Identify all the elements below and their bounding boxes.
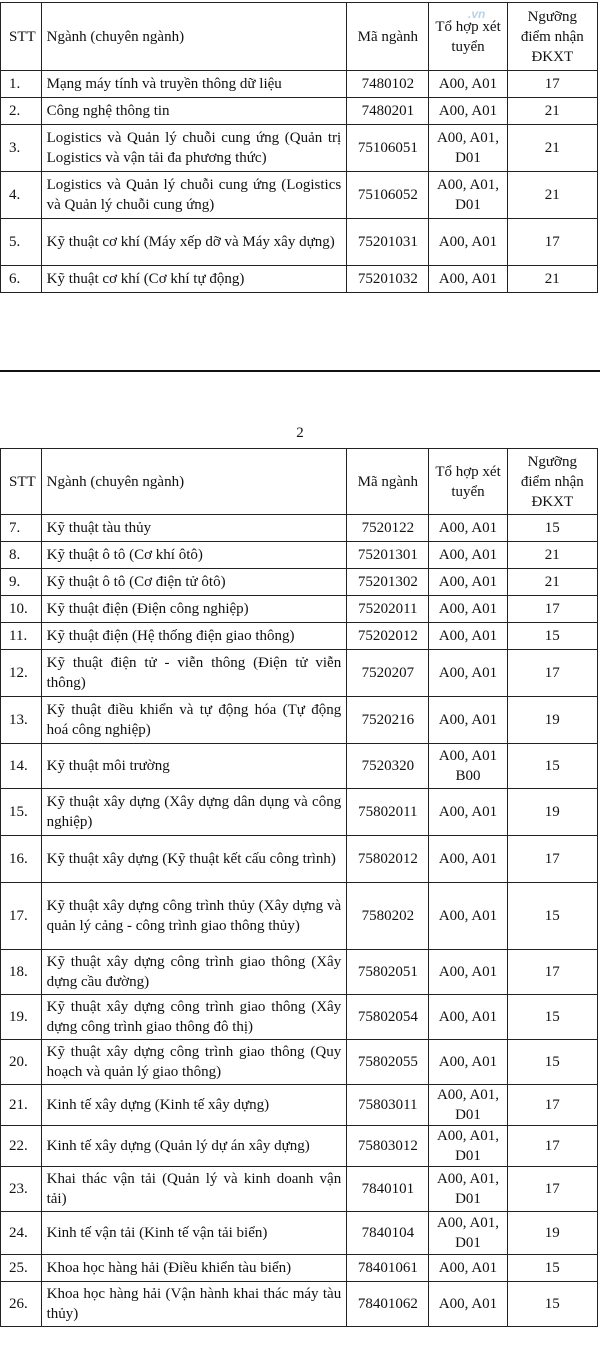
cell-code: 75201032	[347, 266, 429, 293]
cell-code: 7480201	[347, 98, 429, 125]
cell-major: Kỹ thuật điều khiển và tự động hóa (Tự động hoá công nghiệp)	[41, 697, 347, 744]
cell-major: Kinh tế xây dựng (Kinh tế xây dựng)	[41, 1085, 347, 1126]
cell-major: Kỹ thuật cơ khí (Máy xếp dỡ và Máy xây dựng)	[41, 219, 347, 266]
cell-stt: 20.	[1, 1040, 42, 1085]
watermark-logo: .vn	[468, 7, 486, 21]
cell-score: 19	[507, 697, 597, 744]
cell-score: 17	[507, 1126, 597, 1167]
cell-code: 75201301	[347, 542, 429, 569]
cell-code: 75802054	[347, 995, 429, 1040]
cell-stt: 14.	[1, 744, 42, 789]
cell-code: 75803011	[347, 1085, 429, 1126]
cell-combination: A00, A01	[429, 623, 507, 650]
cell-combination: A00, A01	[429, 697, 507, 744]
cell-score: 15	[507, 515, 597, 542]
cell-combination: A00, A01	[429, 596, 507, 623]
cell-combination: A00, A01	[429, 515, 507, 542]
cell-code: 75106052	[347, 172, 429, 219]
cell-stt: 2.	[1, 98, 42, 125]
header-code: Mã ngành	[347, 3, 429, 71]
cell-code: 7520320	[347, 744, 429, 789]
cell-combination: A00, A01, D01	[429, 1212, 507, 1255]
cell-major: Kỹ thuật xây dựng công trình giao thông (Quy hoạch và quản lý giao thông)	[41, 1040, 347, 1085]
cell-stt: 1.	[1, 71, 42, 98]
table-row	[1, 172, 598, 219]
cell-code: 7520207	[347, 650, 429, 697]
cell-stt: 18.	[1, 950, 42, 995]
cell-stt: 17.	[1, 883, 42, 950]
cell-stt: 24.	[1, 1212, 42, 1255]
cell-code: 7840104	[347, 1212, 429, 1255]
cell-score: 15	[507, 1282, 597, 1327]
cell-major: Kỹ thuật điện tử - viễn thông (Điện tử viễn thông)	[41, 650, 347, 697]
cell-combination: A00, A01	[429, 98, 507, 125]
table-row	[1, 125, 598, 172]
cell-stt: 5.	[1, 219, 42, 266]
cell-combination: A00, A01	[429, 950, 507, 995]
table-row	[1, 836, 598, 883]
cell-major: Kỹ thuật môi trường	[41, 744, 347, 789]
table-row	[1, 623, 598, 650]
cell-stt: 22.	[1, 1126, 42, 1167]
cell-combination: A00, A01	[429, 789, 507, 836]
page-number: 2	[296, 425, 304, 441]
cell-major: Khoa học hàng hải (Vận hành khai thác máy tàu thủy)	[41, 1282, 347, 1327]
cell-code: 75202011	[347, 596, 429, 623]
header-code: Mã ngành	[347, 449, 429, 515]
cell-major: Kỹ thuật tàu thủy	[41, 515, 347, 542]
cell-combination: A00, A01, D01	[429, 1167, 507, 1212]
cell-major: Kỹ thuật điện (Điện công nghiệp)	[41, 596, 347, 623]
cell-code: 75201031	[347, 219, 429, 266]
cell-stt: 3.	[1, 125, 42, 172]
admission-table-page-2	[0, 448, 598, 1327]
cell-combination: A00, A01 B00	[429, 744, 507, 789]
header-combination: Tổ hợp xét tuyển	[429, 449, 507, 515]
cell-code: 7840101	[347, 1167, 429, 1212]
table-row	[1, 1085, 598, 1126]
table-row	[1, 883, 598, 950]
cell-stt: 6.	[1, 266, 42, 293]
cell-score: 17	[507, 71, 597, 98]
cell-combination: A00, A01, D01	[429, 1085, 507, 1126]
cell-major: Kinh tế xây dựng (Quản lý dự án xây dựng)	[41, 1126, 347, 1167]
header-score: Ngưỡng điểm nhận ĐKXT	[507, 3, 597, 71]
cell-score: 15	[507, 1040, 597, 1085]
cell-score: 21	[507, 98, 597, 125]
cell-score: 17	[507, 950, 597, 995]
cell-score: 17	[507, 836, 597, 883]
cell-score: 19	[507, 1212, 597, 1255]
cell-combination: A00, A01	[429, 883, 507, 950]
cell-major: Kỹ thuật ô tô (Cơ điện tử ôtô)	[41, 569, 347, 596]
cell-stt: 21.	[1, 1085, 42, 1126]
cell-major: Kỹ thuật xây dựng công trình giao thông (Xây dựng công trình giao thông đô thị)	[41, 995, 347, 1040]
cell-code: 78401061	[347, 1255, 429, 1282]
cell-score: 17	[507, 1167, 597, 1212]
header-major: Ngành (chuyên ngành)	[41, 449, 347, 515]
table-row	[1, 697, 598, 744]
table-row	[1, 1167, 598, 1212]
cell-major: Kỹ thuật xây dựng (Xây dựng dân dụng và công nghiệp)	[41, 789, 347, 836]
cell-stt: 11.	[1, 623, 42, 650]
table-row	[1, 98, 598, 125]
cell-code: 75201302	[347, 569, 429, 596]
cell-score: 17	[507, 650, 597, 697]
table-row	[1, 266, 598, 293]
cell-stt: 23.	[1, 1167, 42, 1212]
table-row	[1, 596, 598, 623]
cell-score: 21	[507, 172, 597, 219]
cell-major: Kỹ thuật xây dựng công trình giao thông (Xây dựng cầu đường)	[41, 950, 347, 995]
cell-major: Kỹ thuật cơ khí (Cơ khí tự động)	[41, 266, 347, 293]
cell-combination: A00, A01	[429, 71, 507, 98]
cell-score: 19	[507, 789, 597, 836]
cell-score: 21	[507, 125, 597, 172]
header-major: Ngành (chuyên ngành)	[41, 3, 347, 71]
cell-score: 15	[507, 623, 597, 650]
cell-score: 21	[507, 569, 597, 596]
cell-major: Kinh tế vận tải (Kinh tế vận tải biển)	[41, 1212, 347, 1255]
table-row	[1, 542, 598, 569]
cell-major: Khoa học hàng hải (Điều khiển tàu biển)	[41, 1255, 347, 1282]
cell-code: 75106051	[347, 125, 429, 172]
cell-code: 75802011	[347, 789, 429, 836]
cell-code: 7520216	[347, 697, 429, 744]
cell-score: 21	[507, 266, 597, 293]
cell-major: Kỹ thuật ô tô (Cơ khí ôtô)	[41, 542, 347, 569]
cell-combination: A00, A01	[429, 650, 507, 697]
cell-code: 7580202	[347, 883, 429, 950]
cell-major: Kỹ thuật xây dựng (Kỹ thuật kết cấu công trình)	[41, 836, 347, 883]
cell-combination: A00, A01	[429, 266, 507, 293]
table-row	[1, 1126, 598, 1167]
cell-major: Kỹ thuật xây dựng công trình thủy (Xây dựng và quản lý cảng - công trình giao thông thủy)	[41, 883, 347, 950]
header-combination: Tổ hợp xét tuyển	[429, 3, 507, 71]
cell-stt: 26.	[1, 1282, 42, 1327]
cell-stt: 7.	[1, 515, 42, 542]
header-stt: STT	[1, 3, 42, 71]
cell-code: 75803012	[347, 1126, 429, 1167]
table-row	[1, 950, 598, 995]
cell-stt: 9.	[1, 569, 42, 596]
cell-code: 75802012	[347, 836, 429, 883]
table-row	[1, 71, 598, 98]
cell-major: Logistics và Quản lý chuỗi cung ứng (Logistics và Quản lý chuỗi cung ứng)	[41, 172, 347, 219]
cell-combination: A00, A01	[429, 1040, 507, 1085]
cell-score: 15	[507, 1255, 597, 1282]
cell-combination: A00, A01, D01	[429, 1126, 507, 1167]
cell-code: 75802055	[347, 1040, 429, 1085]
cell-combination: A00, A01	[429, 569, 507, 596]
cell-code: 78401062	[347, 1282, 429, 1327]
header-stt: STT	[1, 449, 42, 515]
cell-stt: 10.	[1, 596, 42, 623]
table-row	[1, 995, 598, 1040]
table-row	[1, 515, 598, 542]
table-row	[1, 1040, 598, 1085]
table-row	[1, 219, 598, 266]
cell-combination: A00, A01	[429, 1282, 507, 1327]
page-divider	[0, 370, 600, 372]
cell-combination: A00, A01	[429, 542, 507, 569]
cell-stt: 13.	[1, 697, 42, 744]
cell-stt: 25.	[1, 1255, 42, 1282]
cell-score: 15	[507, 744, 597, 789]
cell-score: 21	[507, 542, 597, 569]
cell-combination: A00, A01	[429, 836, 507, 883]
table-row	[1, 1212, 598, 1255]
cell-score: 17	[507, 219, 597, 266]
cell-score: 17	[507, 1085, 597, 1126]
cell-score: 15	[507, 995, 597, 1040]
cell-stt: 19.	[1, 995, 42, 1040]
cell-code: 7480102	[347, 71, 429, 98]
cell-score: 15	[507, 883, 597, 950]
cell-stt: 16.	[1, 836, 42, 883]
table-row	[1, 1255, 598, 1282]
table-row	[1, 1282, 598, 1327]
cell-combination: A00, A01, D01	[429, 125, 507, 172]
cell-combination: A00, A01	[429, 1255, 507, 1282]
cell-major: Công nghệ thông tin	[41, 98, 347, 125]
cell-stt: 15.	[1, 789, 42, 836]
table-row	[1, 650, 598, 697]
cell-combination: A00, A01, D01	[429, 172, 507, 219]
header-score: Ngưỡng điểm nhận ĐKXT	[507, 449, 597, 515]
cell-combination: A00, A01	[429, 995, 507, 1040]
cell-combination: A00, A01	[429, 219, 507, 266]
cell-score: 17	[507, 596, 597, 623]
table-row	[1, 789, 598, 836]
cell-major: Kỹ thuật điện (Hệ thống điện giao thông)	[41, 623, 347, 650]
table-row	[1, 569, 598, 596]
cell-code: 75202012	[347, 623, 429, 650]
cell-stt: 4.	[1, 172, 42, 219]
cell-code: 7520122	[347, 515, 429, 542]
table-row	[1, 744, 598, 789]
cell-stt: 8.	[1, 542, 42, 569]
admission-table-page-1	[0, 2, 598, 293]
cell-stt: 12.	[1, 650, 42, 697]
cell-code: 75802051	[347, 950, 429, 995]
cell-major: Mạng máy tính và truyền thông dữ liệu	[41, 71, 347, 98]
cell-major: Khai thác vận tải (Quản lý và kinh doanh vận tải)	[41, 1167, 347, 1212]
cell-major: Logistics và Quản lý chuỗi cung ứng (Quản trị Logistics và vận tải đa phương thức)	[41, 125, 347, 172]
